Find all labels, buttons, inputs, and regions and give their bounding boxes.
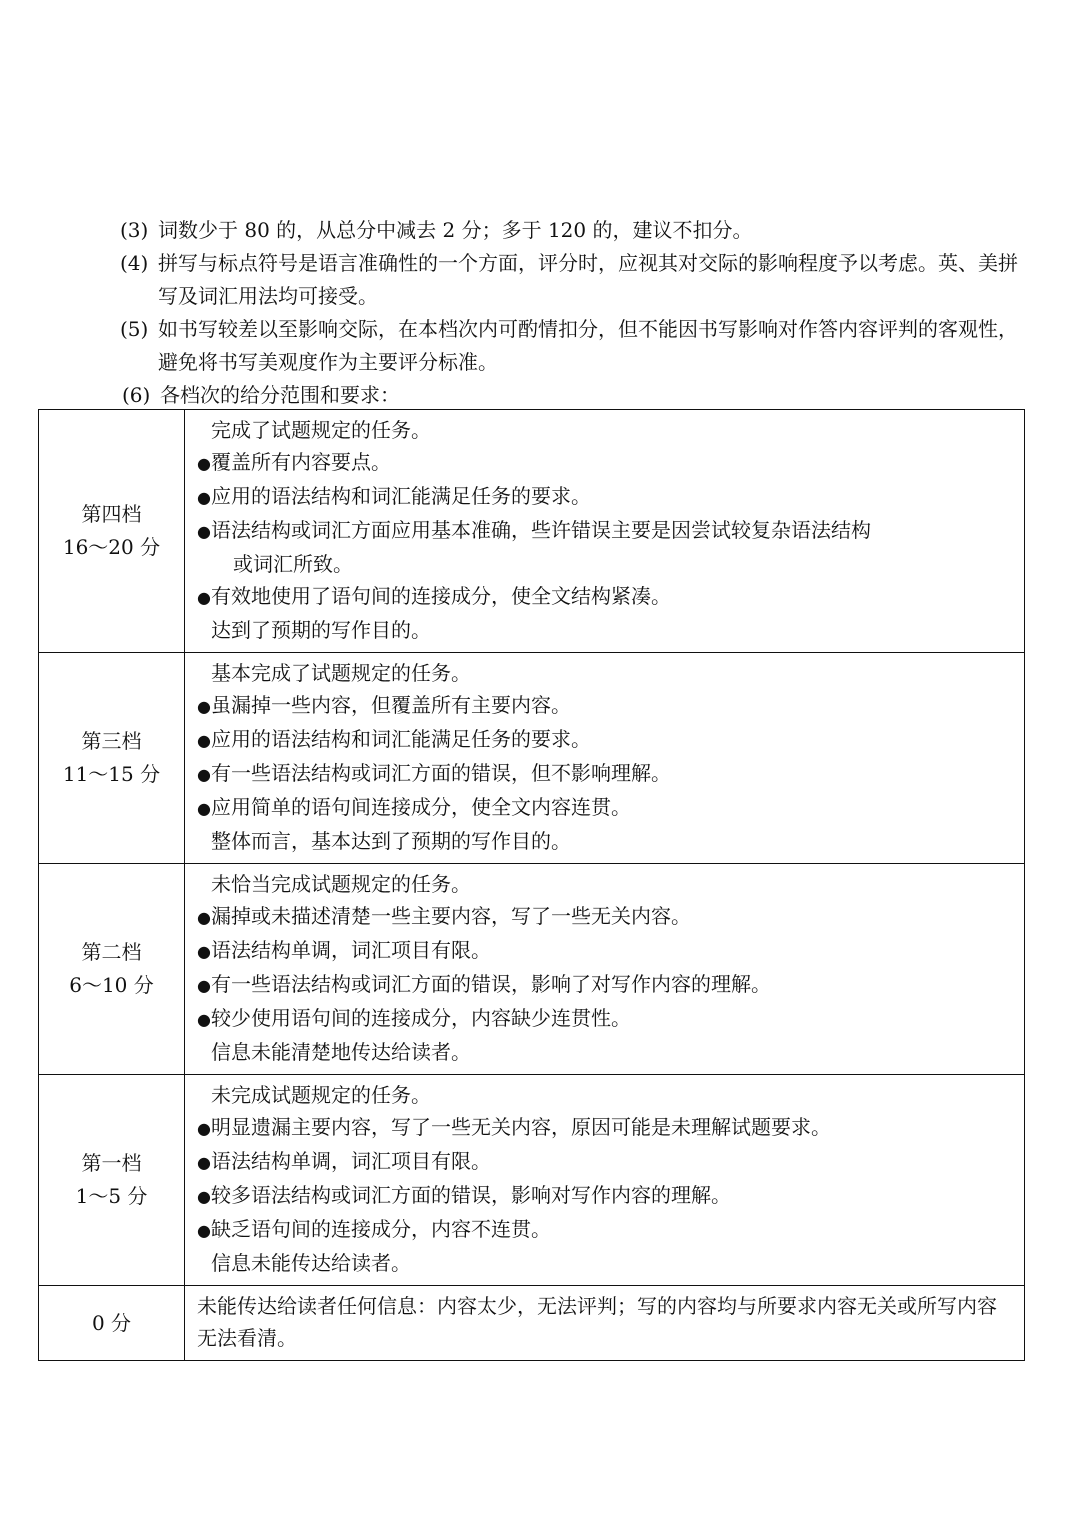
band-intro: 未完成试题规定的任务。 — [211, 1083, 431, 1107]
bullet-text: 明显遗漏主要内容，写了一些无关内容，原因可能是未理解试题要求。 — [211, 1115, 831, 1139]
band-outro: 整体而言，基本达到了预期的写作目的。 — [211, 829, 571, 853]
bullet-icon: ● — [197, 1119, 211, 1138]
note-text: 各档次的给分范围和要求： — [160, 383, 400, 407]
bullet-text: 语法结构单调，词汇项目有限。 — [211, 1149, 491, 1173]
bullet-text: 覆盖所有内容要点。 — [211, 450, 391, 474]
band-description-cell — [185, 1075, 1025, 1286]
band-bullet — [197, 1179, 1016, 1213]
band-name: 第三档 — [81, 729, 142, 753]
bullet-text: 缺乏语句间的连接成分，内容不连贯。 — [211, 1217, 551, 1241]
table-row — [39, 653, 1025, 864]
bullet-text: 较少使用语句间的连接成分，内容缺少连贯性。 — [211, 1006, 631, 1030]
note-text: 如书写较差以至影响交际，在本档次内可酌情扣分，但不能因书写影响对作答内容评判的客观性，避免将书写美观度作为主要评分标准。 — [158, 317, 1018, 374]
note-text: 词数少于 80 的，从总分中减去 2 分；多于 120 的，建议不扣分。 — [158, 218, 753, 242]
note-number: (3) — [120, 218, 149, 242]
band-name: 第二档 — [81, 940, 142, 964]
table-row — [39, 410, 1025, 653]
band-intro: 完成了试题规定的任务。 — [211, 418, 431, 442]
band-label-cell — [39, 1286, 185, 1361]
bullet-text: 虽漏掉一些内容，但覆盖所有主要内容。 — [211, 693, 571, 717]
band-bullet — [197, 480, 1016, 514]
band-range: 6～10 分 — [69, 973, 154, 997]
band-bullet — [197, 968, 1016, 1002]
band-bullet — [197, 1213, 1016, 1247]
note-number: (4) — [120, 251, 149, 275]
bullet-text: 漏掉或未描述清楚一些主要内容，写了一些无关内容。 — [211, 904, 691, 928]
band-outro: 达到了预期的写作目的。 — [211, 618, 431, 642]
note-number: (6) — [122, 383, 151, 407]
note-text: 拼写与标点符号是语言准确性的一个方面，评分时，应视其对交际的影响程度予以考虑。英、美拼写及词汇用法均可接受。 — [158, 251, 1018, 308]
bullet-icon: ● — [197, 1221, 211, 1240]
band-label-cell — [39, 1075, 185, 1286]
band-bullet — [197, 757, 1016, 791]
band-bullet — [197, 791, 1016, 825]
band-name: 第四档 — [81, 502, 142, 526]
band-label-cell — [39, 653, 185, 864]
band-bullet — [197, 689, 1016, 723]
bullet-icon: ● — [197, 908, 211, 927]
note-3 — [120, 214, 1030, 247]
band-range: 16～20 分 — [62, 535, 161, 559]
zero-band-text: 未能传达给读者任何信息：内容太少，无法评判；写的内容均与所要求内容无关或所写内容无法看清。 — [197, 1294, 997, 1350]
band-bullet — [197, 1145, 1016, 1179]
note-5 — [120, 313, 1030, 379]
scoring-notes — [120, 214, 1030, 412]
band-range: 11～15 分 — [62, 762, 161, 786]
bullet-icon: ● — [197, 1010, 211, 1029]
note-number: (5) — [120, 317, 149, 341]
bullet-text: 有一些语法结构或词汇方面的错误，但不影响理解。 — [211, 761, 671, 785]
bullet-icon: ● — [197, 976, 211, 995]
bullet-continuation: 或词汇所致。 — [233, 552, 353, 576]
table-row — [39, 864, 1025, 1075]
bullet-icon: ● — [197, 942, 211, 961]
band-bullet — [197, 1111, 1016, 1145]
band-range: 1～5 分 — [75, 1184, 148, 1208]
table-row — [39, 1075, 1025, 1286]
band-bullet — [197, 723, 1016, 757]
bullet-text: 应用的语法结构和词汇能满足任务的要求。 — [211, 484, 591, 508]
bullet-icon: ● — [197, 1153, 211, 1172]
bullet-icon: ● — [197, 488, 211, 507]
note-6 — [120, 379, 1030, 412]
bullet-icon: ● — [197, 522, 211, 541]
bullet-icon: ● — [197, 765, 211, 784]
bullet-icon: ● — [197, 697, 211, 716]
band-bullet — [197, 934, 1016, 968]
grading-table — [38, 409, 1025, 1361]
band-bullet — [197, 580, 1016, 614]
band-description-cell — [185, 410, 1025, 653]
note-4 — [120, 247, 1030, 313]
band-bullet — [197, 1002, 1016, 1036]
bullet-text: 语法结构单调，词汇项目有限。 — [211, 938, 491, 962]
band-bullet — [197, 446, 1016, 480]
bullet-icon: ● — [197, 1187, 211, 1206]
band-intro: 基本完成了试题规定的任务。 — [211, 661, 471, 685]
bullet-icon: ● — [197, 588, 211, 607]
bullet-text: 有效地使用了语句间的连接成分，使全文结构紧凑。 — [211, 584, 671, 608]
band-label-cell — [39, 864, 185, 1075]
bullet-text: 有一些语法结构或词汇方面的错误，影响了对写作内容的理解。 — [211, 972, 771, 996]
bullet-text: 应用的语法结构和词汇能满足任务的要求。 — [211, 727, 591, 751]
band-description-cell — [185, 864, 1025, 1075]
bullet-icon: ● — [197, 731, 211, 750]
bullet-icon: ● — [197, 454, 211, 473]
band-intro: 未恰当完成试题规定的任务。 — [211, 872, 471, 896]
table-row — [39, 1286, 1025, 1361]
band-outro: 信息未能传达给读者。 — [211, 1251, 411, 1275]
band-bullet — [197, 514, 1016, 548]
band-range: 0 分 — [91, 1310, 132, 1335]
bullet-icon: ● — [197, 799, 211, 818]
band-label-cell — [39, 410, 185, 653]
bullet-text: 语法结构或词汇方面应用基本准确，些许错误主要是因尝试较复杂语法结构 — [211, 518, 871, 542]
band-outro: 信息未能清楚地传达给读者。 — [211, 1040, 471, 1064]
band-name: 第一档 — [81, 1151, 142, 1175]
bullet-text: 较多语法结构或词汇方面的错误，影响对写作内容的理解。 — [211, 1183, 731, 1207]
bullet-text: 应用简单的语句间连接成分，使全文内容连贯。 — [211, 795, 631, 819]
band-description-cell — [185, 1286, 1025, 1361]
band-bullet — [197, 900, 1016, 934]
band-description-cell — [185, 653, 1025, 864]
